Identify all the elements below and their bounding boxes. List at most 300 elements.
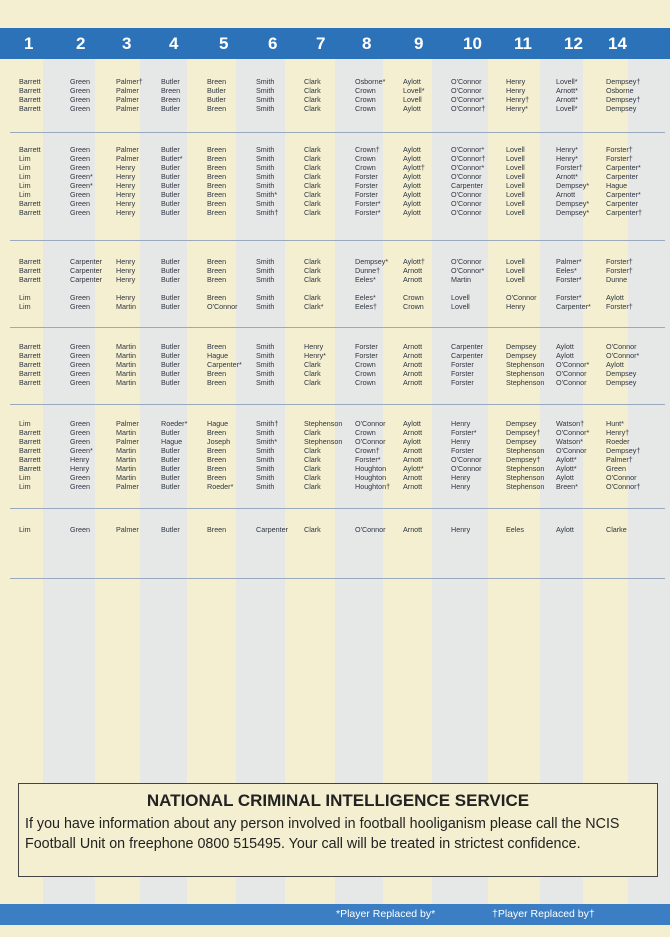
player-cell: Lovell — [506, 275, 525, 284]
player-cell: Henry — [116, 172, 136, 181]
player-cell: Green — [70, 369, 90, 378]
player-cell: Green — [70, 154, 90, 163]
player-cell: Henry — [451, 419, 471, 428]
player-cell: Barrett — [19, 437, 41, 446]
player-cell: Lovell — [506, 181, 525, 190]
player-cell: Breen — [207, 455, 227, 464]
player-cell: Barrett — [19, 199, 41, 208]
player-cell: Barrett — [19, 208, 41, 217]
player-cell: Barrett — [19, 77, 41, 86]
table-row — [0, 95, 670, 104]
player-cell: Henry — [451, 525, 471, 534]
player-cell: Smith — [256, 95, 275, 104]
player-cell: Aylott — [403, 199, 421, 208]
player-cell: Barrett — [19, 369, 41, 378]
player-cell: Henry — [116, 208, 136, 217]
player-cell: Palmer — [116, 525, 139, 534]
player-cell: Hague — [207, 351, 229, 360]
player-cell: Smith — [256, 428, 275, 437]
player-cell: Smith — [256, 360, 275, 369]
player-cell: Butler — [161, 342, 180, 351]
player-cell: Barrett — [19, 428, 41, 437]
player-cell: Dempsey* — [355, 257, 389, 266]
player-cell: Breen — [207, 199, 227, 208]
player-cell: Carpenter — [451, 181, 483, 190]
player-cell: Barrett — [19, 257, 41, 266]
player-cell: Watson† — [556, 419, 585, 428]
column-header-12: 12 — [564, 34, 583, 53]
player-cell: Carpenter* — [207, 360, 242, 369]
column-header-5: 5 — [219, 34, 229, 53]
player-cell: O'Connor† — [451, 154, 486, 163]
player-cell: Butler — [161, 351, 180, 360]
player-cell: Forster* — [355, 455, 381, 464]
player-cell: Clark — [304, 275, 321, 284]
player-cell: Green — [70, 342, 90, 351]
player-cell: Breen — [207, 145, 227, 154]
player-cell: Barrett — [19, 342, 41, 351]
player-cell: Clark — [304, 86, 321, 95]
player-cell: Crown — [355, 95, 376, 104]
player-cell: Henry† — [506, 95, 530, 104]
player-cell: Martin — [116, 351, 136, 360]
player-cell: O'Connor — [451, 77, 482, 86]
player-cell: Eeles — [506, 525, 524, 534]
player-cell: Breen — [207, 190, 227, 199]
player-cell: Butler — [161, 473, 180, 482]
player-cell: O'Connor — [451, 86, 482, 95]
player-cell: Green — [70, 302, 90, 311]
player-cell: Martin — [116, 378, 136, 387]
player-cell: O'Connor — [355, 525, 386, 534]
player-cell: Martin — [116, 464, 136, 473]
player-cell: Hague — [606, 181, 628, 190]
footer-legend-bar — [0, 904, 670, 925]
player-cell: Smith — [256, 455, 275, 464]
player-cell: Henry — [70, 464, 90, 473]
player-cell: Butler — [161, 208, 180, 217]
player-cell: Smith — [256, 369, 275, 378]
match-group-divider — [10, 240, 665, 241]
player-cell: Lovell — [506, 266, 525, 275]
player-cell: Clark — [304, 95, 321, 104]
player-cell: Lim — [19, 190, 31, 199]
player-cell: Breen — [207, 464, 227, 473]
player-cell: Dunne — [606, 275, 628, 284]
player-cell: Crown — [355, 369, 376, 378]
player-cell: Forster† — [606, 257, 633, 266]
player-cell: Butler* — [161, 154, 183, 163]
match-group-divider — [10, 508, 665, 509]
player-cell: Martin — [116, 473, 136, 482]
player-cell: Arnott — [403, 342, 423, 351]
player-cell: Carpenter — [451, 342, 483, 351]
player-cell: Breen — [207, 473, 227, 482]
player-cell: Lovell — [506, 190, 525, 199]
player-cell: Barrett — [19, 145, 41, 154]
player-cell: Breen — [207, 77, 227, 86]
player-cell: Crown — [355, 104, 376, 113]
player-cell: O'Connor — [556, 369, 587, 378]
player-cell: Arnott — [403, 360, 423, 369]
table-row — [0, 482, 670, 491]
player-cell: O'Connor — [451, 455, 482, 464]
player-cell: Clark — [304, 172, 321, 181]
player-cell: Butler — [161, 482, 180, 491]
player-cell: Carpenter† — [606, 208, 642, 217]
player-cell: Dempsey — [506, 419, 537, 428]
player-cell: O'Connor — [355, 419, 386, 428]
player-cell: Smith* — [256, 190, 278, 199]
table-row — [0, 351, 670, 360]
player-cell: Green — [70, 145, 90, 154]
player-cell: O'Connor — [606, 473, 637, 482]
player-cell: Barrett — [19, 86, 41, 95]
player-cell: Palmer† — [606, 455, 633, 464]
player-cell: Butler — [161, 199, 180, 208]
player-cell: Clark — [304, 293, 321, 302]
player-cell: Breen — [207, 181, 227, 190]
player-cell: Carpenter — [606, 199, 638, 208]
match-group-divider — [10, 132, 665, 133]
player-cell: Carpenter* — [606, 190, 641, 199]
player-cell: Forster* — [556, 275, 582, 284]
player-cell: Houghton† — [355, 482, 391, 491]
player-cell: Aylott — [403, 172, 421, 181]
player-cell: Forster† — [606, 154, 633, 163]
table-row — [0, 190, 670, 199]
player-cell: Carpenter* — [556, 302, 591, 311]
player-cell: Lim — [19, 163, 31, 172]
player-cell: Breen — [207, 378, 227, 387]
player-cell: O'Connor* — [451, 266, 485, 275]
player-cell: Clark — [304, 473, 321, 482]
player-cell: Breen — [207, 163, 227, 172]
table-row — [0, 86, 670, 95]
player-cell: Green — [606, 464, 626, 473]
player-cell: O'Connor — [451, 464, 482, 473]
player-cell: O'Connor — [556, 446, 587, 455]
column-header-bar — [0, 28, 670, 59]
player-cell: Smith — [256, 446, 275, 455]
player-cell: Barrett — [19, 464, 41, 473]
player-cell: Green — [70, 525, 90, 534]
table-row — [0, 428, 670, 437]
player-cell: Butler — [161, 257, 180, 266]
column-header-2: 2 — [76, 34, 86, 53]
player-cell: Butler — [161, 275, 180, 284]
player-cell: Osborne* — [355, 77, 386, 86]
player-cell: Crown — [355, 378, 376, 387]
player-cell: Green — [70, 163, 90, 172]
player-cell: Clark — [304, 464, 321, 473]
player-cell: Arnott — [403, 266, 423, 275]
player-cell: Palmer — [116, 145, 139, 154]
player-cell: Dunne† — [355, 266, 381, 275]
player-cell: O'Connor — [355, 437, 386, 446]
player-cell: Barrett — [19, 378, 41, 387]
ncis-notice — [18, 783, 658, 877]
player-cell: Clark — [304, 199, 321, 208]
player-cell: Lovell — [506, 154, 525, 163]
player-cell: Green* — [70, 446, 93, 455]
player-cell: Butler — [161, 145, 180, 154]
player-cell: Hague — [207, 419, 229, 428]
player-cell: Forster* — [451, 428, 477, 437]
player-cell: Forster — [451, 360, 474, 369]
player-cell: O'Connor — [451, 257, 482, 266]
player-cell: Breen — [207, 208, 227, 217]
player-cell: Stephenson — [506, 378, 545, 387]
player-cell: Forster† — [556, 163, 583, 172]
player-cell: O'Connor* — [606, 351, 640, 360]
player-cell: Arnott* — [556, 86, 578, 95]
player-cell: Aylott* — [403, 464, 424, 473]
player-cell: Green — [70, 199, 90, 208]
player-cell: Forster — [451, 378, 474, 387]
player-cell: Arnott — [403, 482, 423, 491]
match-group-divider — [10, 404, 665, 405]
table-row — [0, 369, 670, 378]
player-cell: Eeles* — [355, 275, 376, 284]
player-cell: O'Connor* — [451, 145, 485, 154]
player-cell: Henry — [70, 455, 90, 464]
player-cell: Forster* — [355, 208, 381, 217]
player-cell: Eeles† — [355, 302, 377, 311]
player-cell: Butler — [207, 86, 226, 95]
player-cell: Henry — [116, 190, 136, 199]
player-cell: O'Connor* — [451, 95, 485, 104]
legend-dagger: †Player Replaced by† — [492, 908, 595, 920]
player-cell: Barrett — [19, 455, 41, 464]
table-row — [0, 464, 670, 473]
player-cell: Carpenter — [256, 525, 288, 534]
player-cell: Hague — [161, 437, 183, 446]
player-cell: Butler — [161, 464, 180, 473]
match-group-divider — [10, 578, 665, 579]
player-cell: Forster — [355, 190, 378, 199]
player-cell: Clark — [304, 257, 321, 266]
player-cell: Dempsey — [606, 104, 637, 113]
player-cell: Smith — [256, 482, 275, 491]
match-group-divider — [10, 327, 665, 328]
player-cell: Palmer* — [556, 257, 582, 266]
player-cell: Arnott — [403, 378, 423, 387]
player-cell: Forster — [355, 351, 378, 360]
table-row — [0, 145, 670, 154]
player-cell: Aylott† — [403, 163, 425, 172]
player-cell: Lovell* — [556, 104, 578, 113]
player-cell: Dempsey — [606, 369, 637, 378]
player-cell: Aylott* — [556, 455, 577, 464]
player-cell: Crown — [355, 428, 376, 437]
column-header-4: 4 — [169, 34, 179, 53]
player-cell: Breen* — [556, 482, 578, 491]
player-cell: Smith — [256, 181, 275, 190]
player-cell: Martin — [116, 360, 136, 369]
player-cell: Breen — [207, 104, 227, 113]
player-cell: Breen — [207, 525, 227, 534]
player-cell: Clark — [304, 181, 321, 190]
player-cell: Henry — [506, 302, 526, 311]
player-cell: Butler — [161, 378, 180, 387]
player-cell: Barrett — [19, 104, 41, 113]
player-cell: Martin — [116, 455, 136, 464]
player-cell: Green* — [70, 181, 93, 190]
player-cell: Carpenter — [451, 351, 483, 360]
player-cell: Breen — [207, 293, 227, 302]
player-cell: Green — [70, 208, 90, 217]
player-cell: Smith — [256, 378, 275, 387]
player-cell: Martin — [116, 428, 136, 437]
player-cell: O'Connor — [451, 190, 482, 199]
player-cell: Aylott† — [403, 257, 425, 266]
player-cell: O'Connor — [207, 302, 238, 311]
player-cell: Clark — [304, 455, 321, 464]
player-cell: Arnott* — [556, 95, 578, 104]
player-cell: Eeles* — [355, 293, 376, 302]
player-cell: Butler — [161, 181, 180, 190]
player-cell: Smith — [256, 104, 275, 113]
player-cell: Martin — [451, 275, 471, 284]
player-cell: Houghton — [355, 464, 387, 473]
player-cell: Aylott — [403, 419, 421, 428]
player-cell: O'Connor* — [556, 428, 590, 437]
player-cell: Lovell — [506, 163, 525, 172]
player-cell: Stephenson — [506, 360, 545, 369]
player-cell: Crown — [355, 154, 376, 163]
player-cell: Clark — [304, 369, 321, 378]
player-cell: O'Connor — [556, 378, 587, 387]
player-cell: Butler — [161, 369, 180, 378]
player-cell: Palmer — [116, 419, 139, 428]
player-cell: Lovell* — [556, 77, 578, 86]
player-cell: Green* — [70, 172, 93, 181]
player-cell: Lim — [19, 181, 31, 190]
player-cell: Clark* — [304, 302, 324, 311]
player-cell: Henry† — [606, 428, 630, 437]
player-cell: Dempsey† — [606, 446, 641, 455]
table-row — [0, 378, 670, 387]
player-cell: Crown — [355, 86, 376, 95]
player-cell: O'Connor* — [556, 360, 590, 369]
player-cell: Aylott* — [556, 464, 577, 473]
table-row — [0, 257, 670, 266]
player-cell: Palmer† — [116, 77, 143, 86]
player-cell: Arnott* — [556, 172, 578, 181]
player-cell: Breen — [207, 428, 227, 437]
table-row — [0, 208, 670, 217]
player-cell: Green — [70, 95, 90, 104]
player-cell: Clark — [304, 446, 321, 455]
player-cell: Aylott — [556, 473, 574, 482]
player-cell: Forster — [451, 369, 474, 378]
player-cell: Dempsey† — [506, 455, 541, 464]
player-cell: Green — [70, 482, 90, 491]
table-row — [0, 275, 670, 284]
player-cell: Breen — [207, 266, 227, 275]
player-cell: Martin — [116, 342, 136, 351]
player-cell: Palmer — [116, 482, 139, 491]
table-row — [0, 163, 670, 172]
player-cell: Palmer — [116, 154, 139, 163]
player-cell: O'Connor — [451, 208, 482, 217]
player-cell: Henry* — [556, 145, 578, 154]
player-cell: Palmer — [116, 104, 139, 113]
player-cell: Roeder — [606, 437, 630, 446]
column-header-1: 1 — [24, 34, 34, 53]
table-row — [0, 360, 670, 369]
player-cell: Lovell — [506, 199, 525, 208]
player-cell: Clark — [304, 104, 321, 113]
player-cell: Dempsey* — [556, 199, 590, 208]
player-cell: Aylott — [403, 181, 421, 190]
table-row — [0, 154, 670, 163]
player-cell: Barrett — [19, 351, 41, 360]
player-cell: Watson* — [556, 437, 583, 446]
player-cell: Henry — [116, 199, 136, 208]
player-cell: Lovell* — [403, 86, 425, 95]
player-cell: Aylott — [403, 190, 421, 199]
player-cell: Hunt* — [606, 419, 624, 428]
player-cell: Arnott — [403, 369, 423, 378]
player-cell: Barrett — [19, 95, 41, 104]
player-cell: Barrett — [19, 360, 41, 369]
player-cell: Lim — [19, 172, 31, 181]
player-cell: Crown† — [355, 145, 380, 154]
player-cell: Clark — [304, 163, 321, 172]
player-cell: Henry — [116, 266, 136, 275]
player-cell: Martin — [116, 446, 136, 455]
player-cell: Henry — [116, 163, 136, 172]
player-cell: Green — [70, 77, 90, 86]
player-cell: Crown — [355, 163, 376, 172]
player-cell: Joseph — [207, 437, 231, 446]
player-cell: Lovell — [506, 145, 525, 154]
player-cell: Lovell — [506, 208, 525, 217]
table-row — [0, 437, 670, 446]
player-cell: Clark — [304, 482, 321, 491]
column-header-7: 7 — [316, 34, 326, 53]
player-cell: Barrett — [19, 275, 41, 284]
player-cell: Aylott — [556, 342, 574, 351]
column-header-13: 14 — [608, 34, 627, 53]
player-cell: Henry — [116, 275, 136, 284]
player-cell: Smith† — [256, 419, 279, 428]
player-cell: Lim — [19, 293, 31, 302]
player-cell: Smith — [256, 302, 275, 311]
player-cell: Lim — [19, 473, 31, 482]
player-cell: Smith — [256, 154, 275, 163]
player-cell: Barrett — [19, 446, 41, 455]
player-cell: Stephenson — [506, 464, 545, 473]
player-cell: Clark — [304, 360, 321, 369]
player-cell: Butler — [161, 446, 180, 455]
player-cell: Breen — [207, 369, 227, 378]
player-cell: Butler — [161, 104, 180, 113]
player-cell: Forster* — [355, 199, 381, 208]
player-cell: Dempsey* — [556, 181, 590, 190]
table-row — [0, 77, 670, 86]
player-cell: Dempsey — [506, 351, 537, 360]
player-cell: Arnott — [403, 446, 423, 455]
player-cell: Green — [70, 86, 90, 95]
player-cell: Aylott — [403, 154, 421, 163]
notice-body: If you have information about any person involved in football hooliganism please call the NCIS Football Unit on freephone 0800 515495. Your call will be treated in strictest confidence. — [25, 816, 620, 852]
table-row — [0, 181, 670, 190]
player-cell: Roeder* — [207, 482, 234, 491]
player-cell: Smith† — [256, 208, 279, 217]
